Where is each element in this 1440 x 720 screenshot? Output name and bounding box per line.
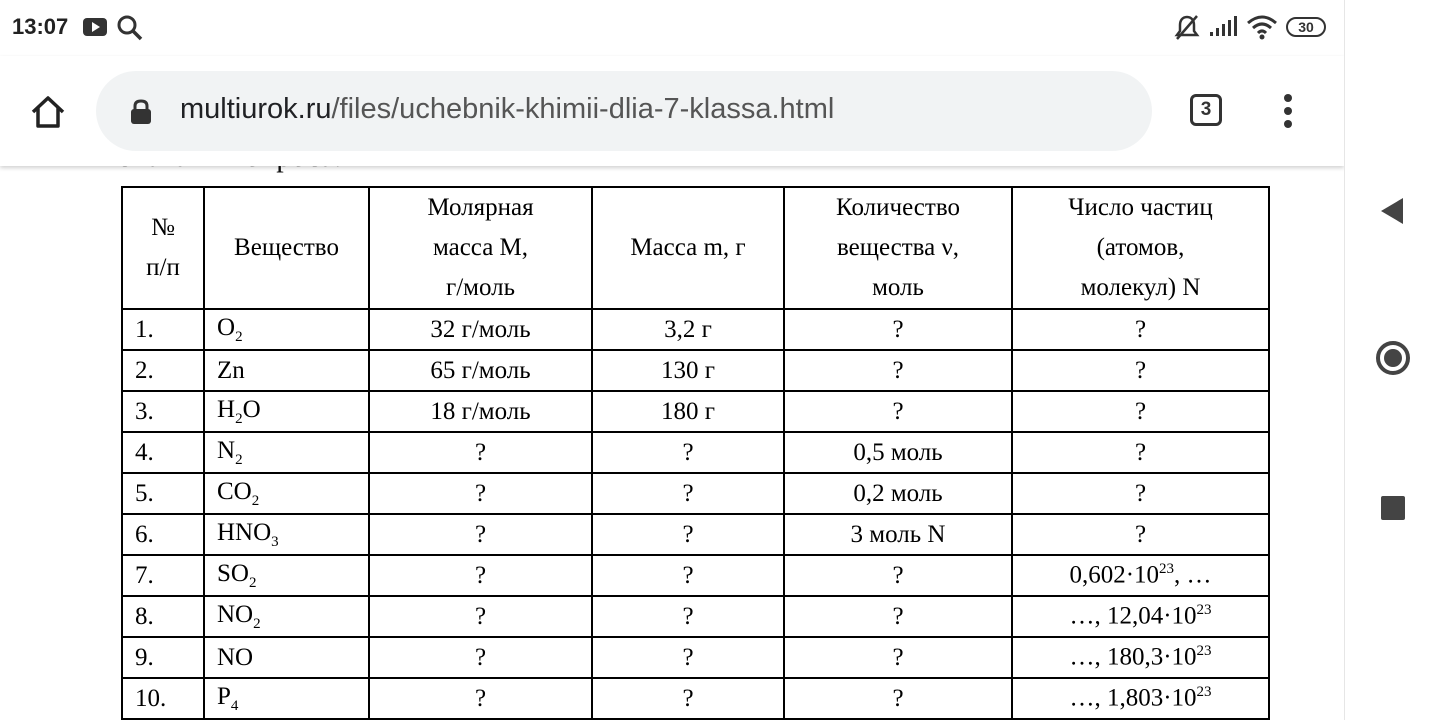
substance-formula	[204, 350, 369, 391]
browser-toolbar	[0, 56, 1344, 166]
back-icon[interactable]	[1381, 198, 1403, 224]
molar-mass-cell: ?	[369, 596, 592, 637]
text-part: NO	[217, 643, 254, 671]
substance-formula	[204, 678, 369, 719]
recents-icon[interactable]	[1381, 496, 1405, 520]
text-part: O	[242, 395, 261, 423]
text-part: HNO	[217, 518, 272, 546]
text-part: ?	[1134, 356, 1147, 384]
address-bar[interactable]	[96, 71, 1152, 151]
particles-cell	[1012, 678, 1269, 719]
substance-formula	[204, 555, 369, 596]
row-number: 10.	[122, 678, 204, 719]
header-line: п/п	[146, 254, 180, 281]
header-line: (атомов,	[1096, 234, 1185, 261]
substance-formula	[204, 514, 369, 555]
search-icon	[116, 14, 144, 42]
row-number: 7.	[122, 555, 204, 596]
row-number: 4.	[122, 432, 204, 473]
supscript: 23	[1196, 643, 1212, 660]
amount-cell: 3 моль N	[784, 514, 1012, 555]
table-row	[122, 473, 1269, 514]
header-line: вещества ν,	[836, 234, 960, 261]
molar-mass-cell: ?	[369, 555, 592, 596]
table-header-row	[122, 187, 1269, 309]
table-row	[122, 596, 1269, 637]
subscript: 2	[248, 574, 257, 591]
header-line: молекул) N	[1080, 274, 1201, 301]
text-part: O	[217, 313, 236, 341]
header-substance	[204, 187, 369, 309]
home-icon[interactable]	[28, 92, 68, 132]
amount-cell: ?	[784, 391, 1012, 432]
particles-cell	[1012, 391, 1269, 432]
substance-formula	[204, 473, 369, 514]
molar-mass-cell: ?	[369, 514, 592, 555]
subscript: 2	[235, 410, 243, 427]
molar-mass-cell: 65 г/моль	[369, 350, 592, 391]
table-body	[122, 187, 1269, 719]
text-part: N	[217, 436, 236, 464]
row-number: 2.	[122, 350, 204, 391]
navigation-bar	[1344, 0, 1440, 720]
text-part: NO	[217, 600, 254, 628]
molar-mass-cell: 32 г/моль	[369, 309, 592, 350]
particles-cell	[1012, 473, 1269, 514]
particles-cell	[1012, 432, 1269, 473]
mass-cell: ?	[592, 637, 784, 678]
subscript: 4	[230, 697, 239, 714]
url-domain: multiurok.ru	[180, 93, 332, 125]
mass-cell: ?	[592, 514, 784, 555]
mass-cell: 3,2 г	[592, 309, 784, 350]
molar-mass-cell: ?	[369, 473, 592, 514]
mass-cell: ?	[592, 473, 784, 514]
tab-switcher-button[interactable]	[1190, 94, 1222, 126]
text-part: CO	[217, 477, 252, 505]
substance-formula	[204, 391, 369, 432]
subscript: 2	[235, 328, 243, 345]
row-number: 6.	[122, 514, 204, 555]
amount-cell: 0,2 моль	[784, 473, 1012, 514]
wifi-icon	[1246, 14, 1278, 40]
supscript: 23	[1159, 561, 1175, 578]
text-part: ?	[1134, 397, 1147, 425]
text-part: H	[217, 395, 236, 423]
header-amount	[784, 187, 1012, 309]
battery-level: 30	[1298, 19, 1314, 35]
text-part: …, 180,3·10	[1069, 643, 1197, 671]
particles-cell	[1012, 350, 1269, 391]
molar-mass-cell: ?	[369, 432, 592, 473]
molar-mass-cell: ?	[369, 637, 592, 678]
particles-cell	[1012, 555, 1269, 596]
subscript: 3	[271, 533, 279, 550]
supscript: 23	[1196, 602, 1212, 619]
header-number	[122, 187, 204, 309]
table-row	[122, 309, 1269, 350]
substances-table	[121, 186, 1270, 720]
mass-cell: 180 г	[592, 391, 784, 432]
particles-cell	[1012, 637, 1269, 678]
header-line: Молярная	[427, 194, 534, 221]
text-part: P	[217, 682, 231, 710]
substance-formula	[204, 309, 369, 350]
text-part: ?	[1134, 520, 1147, 548]
substance-formula	[204, 637, 369, 678]
clock: 13:07	[12, 14, 69, 39]
header-line: моль	[872, 274, 924, 301]
more-menu-icon[interactable]	[1276, 90, 1300, 134]
subscript: 2	[253, 615, 261, 632]
mass-cell: ?	[592, 596, 784, 637]
table-row	[122, 514, 1269, 555]
url-text	[180, 93, 834, 126]
header-line: Вещество	[234, 234, 339, 261]
header-line: Количество	[836, 194, 960, 221]
status-bar	[0, 0, 1344, 56]
text-part: Zn	[217, 356, 245, 384]
amount-cell: 0,5 моль	[784, 432, 1012, 473]
header-line: г/моль	[445, 274, 516, 301]
media-icon	[82, 16, 108, 38]
row-number: 3.	[122, 391, 204, 432]
mute-icon	[1174, 14, 1200, 42]
table-row	[122, 555, 1269, 596]
row-number: 8.	[122, 596, 204, 637]
amount-cell: ?	[784, 350, 1012, 391]
table-row	[122, 391, 1269, 432]
header-particles	[1012, 187, 1269, 309]
subscript: 2	[251, 492, 260, 509]
substance-formula	[204, 432, 369, 473]
text-part: , …	[1174, 561, 1212, 589]
home-button-icon[interactable]	[1376, 341, 1410, 375]
amount-cell: ?	[784, 596, 1012, 637]
amount-cell: ?	[784, 309, 1012, 350]
table-row	[122, 637, 1269, 678]
text-part: 0,602·10	[1069, 561, 1160, 589]
table-row	[122, 678, 1269, 719]
table-row	[122, 432, 1269, 473]
substance-formula	[204, 596, 369, 637]
particles-cell	[1012, 309, 1269, 350]
molar-mass-cell: ?	[369, 678, 592, 719]
row-number: 9.	[122, 637, 204, 678]
particles-cell	[1012, 514, 1269, 555]
particles-cell	[1012, 596, 1269, 637]
url-path: /files/uchebnik-khimii-dlia-7-klassa.html	[331, 93, 835, 125]
subscript: 2	[235, 451, 243, 468]
amount-cell: ?	[784, 637, 1012, 678]
header-mass	[592, 187, 784, 309]
mass-cell: ?	[592, 678, 784, 719]
molar-mass-cell: 18 г/моль	[369, 391, 592, 432]
amount-cell: ?	[784, 555, 1012, 596]
table-row	[122, 350, 1269, 391]
text-part: SO	[217, 559, 249, 587]
header-line: Число частиц	[1068, 194, 1213, 221]
row-number: 1.	[122, 309, 204, 350]
mass-cell: ?	[592, 432, 784, 473]
battery-icon	[1286, 17, 1326, 37]
mass-cell: ?	[592, 555, 784, 596]
text-part: ?	[1134, 479, 1147, 507]
header-line: №	[151, 214, 175, 241]
text-part: ?	[1134, 315, 1147, 343]
lock-icon	[130, 99, 152, 125]
mass-cell: 130 г	[592, 350, 784, 391]
text-part: …, 1,803·10	[1069, 684, 1197, 712]
tab-count: 3	[1200, 99, 1212, 120]
text-part: ?	[1134, 438, 1147, 466]
header-line: Масса m, г	[630, 234, 746, 261]
row-number: 5.	[122, 473, 204, 514]
supscript: 23	[1196, 684, 1212, 701]
header-molar-mass	[369, 187, 592, 309]
text-part: …, 12,04·10	[1069, 602, 1197, 630]
header-line: масса M,	[432, 234, 529, 261]
signal-icon	[1208, 16, 1238, 38]
amount-cell: ?	[784, 678, 1012, 719]
